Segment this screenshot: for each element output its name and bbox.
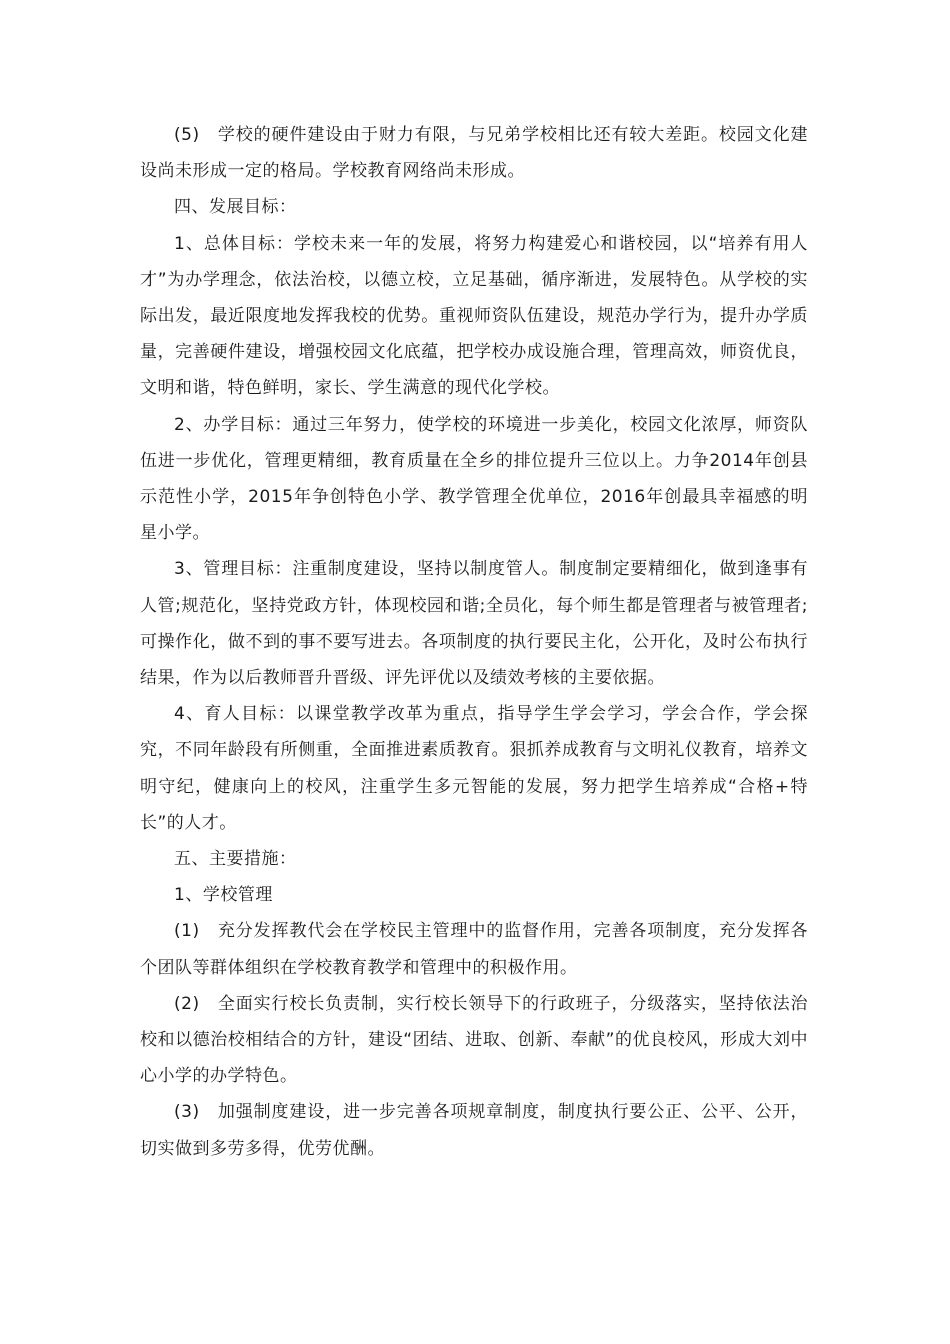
- paragraph-education-goal: 4、育人目标：以课堂教学改革为重点，指导学生学会学习，学会合作，学会探究，不同年龄段有所侧重，全面推进素质教育。狠抓养成教育与文明礼仪教育，培养文明守纪，健康向上的校风，注重学生多元智能的发展，努力把学生培养成“合格+特长”的人才。: [140, 704, 808, 833]
- document-body: [140, 117, 808, 1167]
- paragraph-measure-1: (1) 充分发挥教代会在学校民主管理中的监督作用，完善各项制度，充分发挥各个团队等群体组织在学校教育教学和管理中的积极作用。: [140, 921, 808, 978]
- paragraph-school-goal: 2、办学目标：通过三年努力，使学校的环境进一步美化，校园文化浓厚，师资队伍进一步优化，管理更精细，教育质量在全乡的排位提升三位以上。力争2014年创县示范性小学，2015年争创特色小学、教学管理全优单位，2016年创最具幸福感的明星小学。: [140, 414, 808, 544]
- paragraph-overall-goal: 1、总体目标：学校未来一年的发展，将努力构建爱心和谐校园，以“培养有用人才”为办学理念，依法治校，以德立校，立足基础，循序渐进，发展特色。从学校的实际出发，最近限度地发挥我校的优势。重视师资队伍建设，规范办学行为，提升办学质量，完善硬件建设，增强校园文化底蕴，把学校办成设施合理，管理高效，师资优良，文明和谐，特色鲜明，家长、学生满意的现代化学校。: [140, 233, 808, 399]
- paragraph-hardware-issue: (5) 学校的硬件建设由于财力有限，与兄弟学校相比还有较大差距。校园文化建设尚未形成一定的格局。学校教育网络尚未形成。: [140, 125, 808, 182]
- heading-development-goals: 四、发展目标：: [174, 197, 297, 218]
- paragraph-management-goal: 3、管理目标：注重制度建设，坚持以制度管人。制度制定要精细化，做到逢事有人管;规范化，坚持党政方针，体现校园和谐;全员化，每个师生都是管理者与被管理者;可操作化，做不到的事不要写进去。各项制度的执行要民主化，公开化，及时公布执行结果，作为以后教师晋升晋级、评先评优以及绩效考核的主要依据。: [140, 559, 808, 689]
- paragraph-measure-2: (2) 全面实行校长负责制，实行校长领导下的行政班子，分级落实，坚持依法治校和以德治校相结合的方针，建设“团结、进取、创新、奉献”的优良校风，形成大刘中心小学的办学特色。: [140, 993, 808, 1087]
- paragraph-measure-3: (3) 加强制度建设，进一步完善各项规章制度，制度执行要公正、公平、公开，切实做到多劳多得，优劳优酬。: [140, 1102, 808, 1159]
- subheading-school-management: 1、学校管理: [174, 885, 273, 906]
- heading-main-measures: 五、主要措施：: [174, 849, 297, 870]
